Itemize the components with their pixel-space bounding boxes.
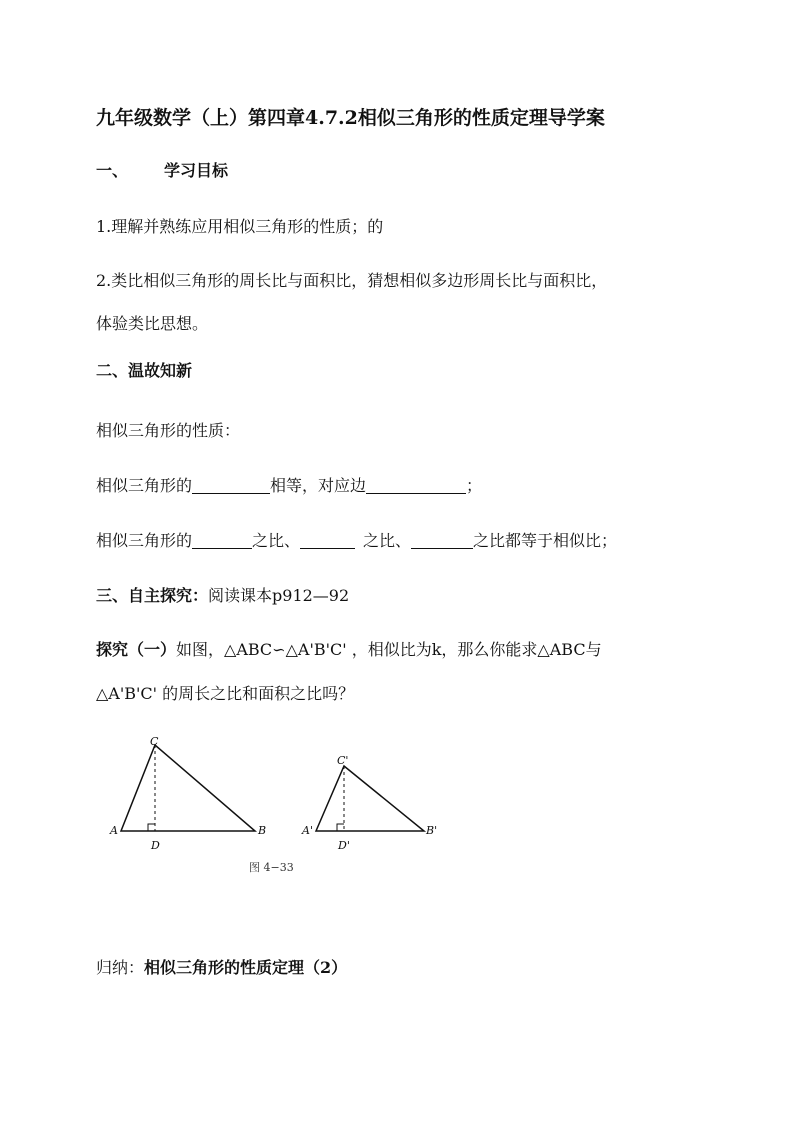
objective-2-line1: 2.类比相似三角形的周长比与面积比，猜想相似多边形周长比与面积比， xyxy=(96,271,608,290)
figure-caption: 图 4−33 xyxy=(249,861,294,874)
page-title: 九年级数学（上）第四章4.7.2相似三角形的性质定理导学案 xyxy=(96,107,605,129)
objective-2-line2: 体验类比思想。 xyxy=(96,314,209,333)
text-segment: ； xyxy=(466,476,483,495)
right-angle-mark-d xyxy=(148,824,155,831)
similar-triangles-figure xyxy=(105,733,445,858)
section1-number: 一、 xyxy=(96,161,129,180)
vertex-label-a: A xyxy=(110,824,118,837)
triangle-abc-outline xyxy=(121,745,255,831)
explore-label: 探究（一） xyxy=(96,640,177,659)
vertex-label-c: C xyxy=(150,735,159,748)
section3-heading-line xyxy=(96,586,349,606)
summary-label: 归纳： xyxy=(96,958,145,977)
blank-answer-2[interactable] xyxy=(366,477,466,494)
text-segment: 之比、 xyxy=(252,531,301,550)
summary-line xyxy=(96,958,347,978)
text-segment: 之比都等于相似比； xyxy=(473,531,618,550)
objective-1: 1.理解并熟练应用相似三角形的性质；的 xyxy=(96,217,384,236)
explore-text: 如图，△ABC∽△A'B'C' ，相似比为k，那么你能求△ABC与 xyxy=(176,640,602,659)
vertex-label-c2: C' xyxy=(337,754,349,767)
explore-line-2: △A'B'C' 的周长之比和面积之比吗？ xyxy=(96,684,355,703)
triangle-a2b2c2-outline xyxy=(316,766,424,831)
blank-answer-3[interactable] xyxy=(192,532,252,549)
fill-in-line-1 xyxy=(96,476,482,496)
vertex-label-a2: A' xyxy=(302,824,313,837)
text-segment: 相似三角形的 xyxy=(96,476,193,495)
triangle-abc xyxy=(121,745,255,831)
blank-answer-5[interactable] xyxy=(411,532,473,549)
properties-intro: 相似三角形的性质： xyxy=(96,421,241,440)
vertex-label-b: B xyxy=(258,824,267,837)
vertex-label-d2: D' xyxy=(338,839,350,852)
text-segment: 之比、 xyxy=(363,531,412,550)
text-segment: 相似三角形的 xyxy=(96,531,193,550)
summary-text: 相似三角形的性质定理（2） xyxy=(144,958,348,977)
right-angle-mark-d2 xyxy=(337,824,344,831)
section1-heading xyxy=(96,161,228,181)
vertex-label-b2: B' xyxy=(426,824,438,837)
fill-in-line-2 xyxy=(96,531,617,551)
blank-answer-4[interactable] xyxy=(300,532,355,549)
text-segment: 相等，对应边 xyxy=(270,476,367,495)
explore-line-1 xyxy=(96,640,602,660)
triangle-a2b2c2 xyxy=(316,766,424,831)
section2-heading: 二、温故知新 xyxy=(96,361,193,380)
reading-assignment: 阅读课本p912—92 xyxy=(208,586,350,605)
section3-heading: 三、自主探究： xyxy=(96,586,209,605)
section1-title: 学习目标 xyxy=(164,161,229,180)
vertex-label-d: D xyxy=(151,839,160,852)
blank-answer-1[interactable] xyxy=(192,477,270,494)
